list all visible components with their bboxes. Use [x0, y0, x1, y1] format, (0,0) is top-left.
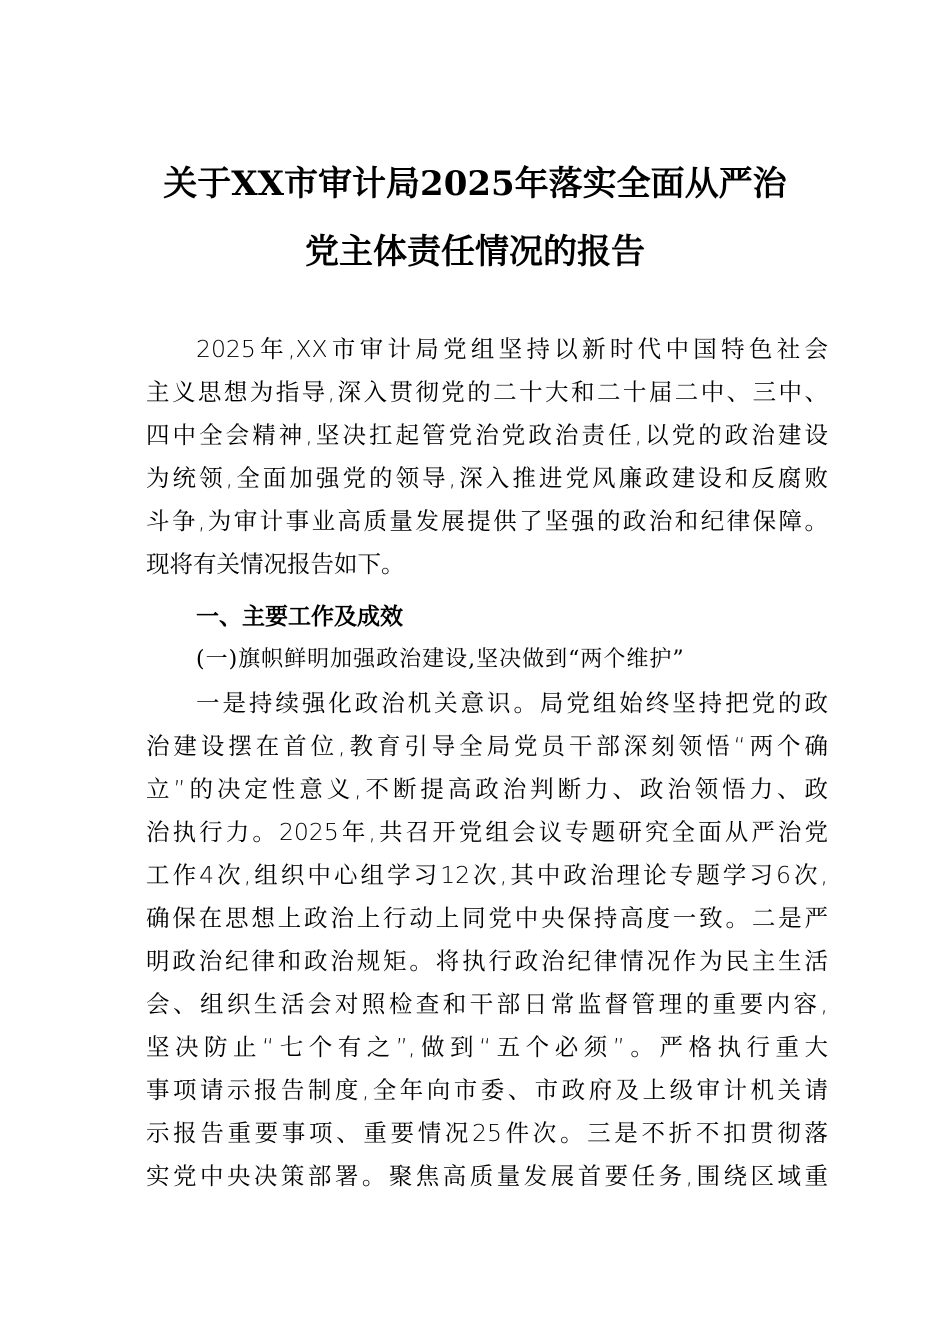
- paragraph-line: 立”的决定性意义,不断提高政治判断力、政治领悟力、政: [146, 775, 828, 803]
- paragraph-line: 治建设摆在首位,教育引导全局党员干部深刻领悟“两个确: [146, 732, 828, 760]
- section-heading: 一、主要工作及成效: [196, 604, 403, 630]
- paragraph-line: 坚决防止“七个有之”,做到“五个必须”。严格执行重大: [146, 1033, 828, 1061]
- paragraph-line: 一是持续强化政治机关意识。局党组始终坚持把党的政: [196, 689, 828, 717]
- paragraph-line: 工作4次,组织中心组学习12次,其中政治理论专题学习6次,: [146, 861, 828, 889]
- document-title-line-2: 党主体责任情况的报告: [305, 232, 645, 272]
- document-title-line-1: 关于XX市审计局2025年落实全面从严治: [163, 164, 787, 204]
- paragraph-line: 事项请示报告制度,全年向市委、市政府及上级审计机关请: [146, 1076, 828, 1104]
- paragraph-line: 四中全会精神,坚决扛起管党治党政治责任,以党的政治建设: [146, 421, 828, 449]
- paragraph-line: 实党中央决策部署。聚焦高质量发展首要任务,围绕区域重: [146, 1162, 828, 1190]
- subsection-heading: (一)旗帜鲜明加强政治建设,坚决做到“两个维护”: [196, 647, 685, 672]
- paragraph-line: 斗争,为审计事业高质量发展提供了坚强的政治和纪律保障。: [146, 507, 828, 535]
- paragraph-line: 2025年,XX市审计局党组坚持以新时代中国特色社会: [196, 335, 828, 363]
- paragraph-line: 为统领,全面加强党的领导,深入推进党风廉政建设和反腐败: [146, 464, 828, 492]
- paragraph-line: 会、组织生活会对照检查和干部日常监督管理的重要内容,: [146, 990, 828, 1018]
- paragraph-line: 明政治纪律和政治规矩。将执行政治纪律情况作为民主生活: [146, 947, 828, 975]
- paragraph-line: 主义思想为指导,深入贯彻党的二十大和二十届二中、三中、: [146, 378, 828, 406]
- paragraph-line: 现将有关情况报告如下。: [146, 550, 405, 578]
- paragraph-line: 治执行力。2025年,共召开党组会议专题研究全面从严治党: [146, 818, 828, 846]
- paragraph-line: 确保在思想上政治上行动上同党中央保持高度一致。二是严: [146, 904, 828, 932]
- paragraph-line: 示报告重要事项、重要情况25件次。三是不折不扣贯彻落: [146, 1119, 828, 1147]
